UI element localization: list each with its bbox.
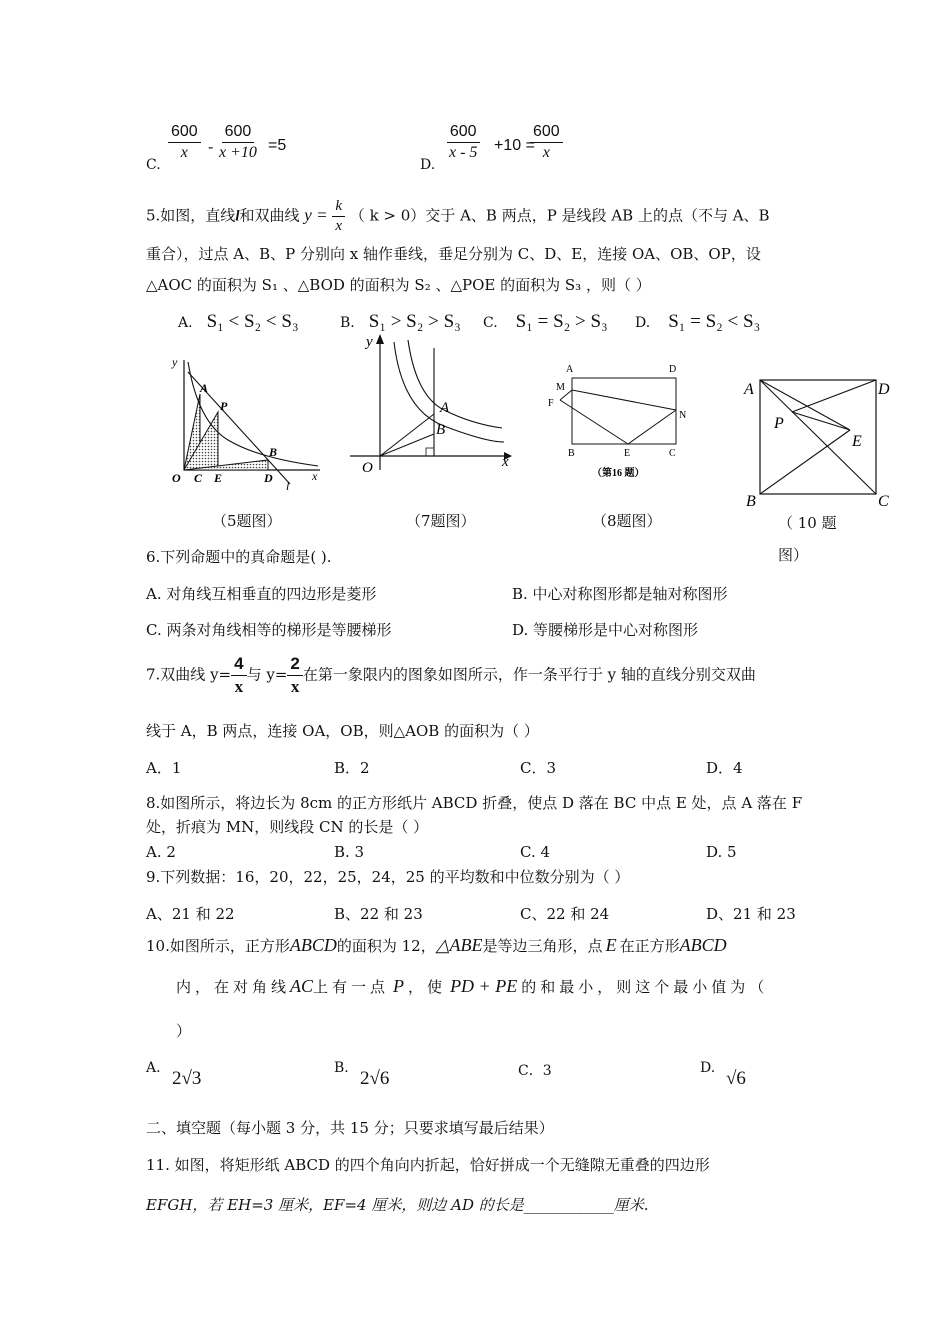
- fig10-segment-pd: [792, 380, 876, 412]
- q5-option-c: C. S₁ = S₂ > S₃: [483, 311, 608, 332]
- figure-10: [740, 372, 900, 510]
- q11-line2: EFGH，若 EH=3 厘米，EF=4 厘米，则边 AD 的长是____________厘米.: [146, 1196, 649, 1214]
- fig10-label-e: E: [852, 433, 862, 450]
- q9-option-c: C、22 和 24: [520, 905, 610, 923]
- q9-option-a: A、21 和 22: [146, 905, 235, 923]
- fig8-label-f: F: [548, 398, 554, 409]
- fig5-label-a: A: [200, 381, 209, 395]
- q6-option-c: C. 两条对角线相等的梯形是等腰梯形: [146, 621, 392, 639]
- figure-5: [168, 352, 328, 492]
- q9-option-b: B、22 和 23: [334, 905, 423, 923]
- q11-line1: 11. 如图，将矩形纸 ABCD 的四个角向内折起，恰好拼成一个无缝隙无重叠的四边形: [146, 1156, 710, 1174]
- fig5-label-x: x: [312, 469, 318, 483]
- figure-8: [544, 360, 694, 485]
- q10-line3: ）: [176, 1022, 192, 1040]
- q5-line1: 5.如图，直线l和双曲线 y = $\frac{k}{x}$ （ k > 0）交于 A、B 两点，P 是线段 AB 上的点（不与 A、B: [146, 198, 770, 234]
- fig10-caption-bottom: 图）: [778, 546, 809, 564]
- q5-line3: △AOC 的面积为 S₁ 、△BOD 的面积为 S₂ 、△POE 的面积为 S₃ ，则（ ）: [146, 276, 651, 294]
- q7-line1: 7.双曲线 y= $\frac{4}{x}$ 与 y= $\frac{2}{x}$ 在第一象限内的图象如图所示，作一条平行于 y 轴的直线分别交双曲: [146, 654, 756, 696]
- q10-option-b-expr: 2√6: [360, 1068, 390, 1089]
- q8-option-b: B. 3: [334, 843, 365, 861]
- q10-option-d-label: D.: [700, 1060, 716, 1076]
- q8-line1: 8.如图所示，将边长为 8cm 的正方形纸片 ABCD 折叠，使点 D 落在 BC 中点 E 处，点 A 落在 F: [146, 794, 803, 812]
- q10-line1: 10.如图所示，正方形ABCD的面积为 12，△ABE是等边三角形，点 E 在正方形ABCD: [146, 935, 727, 955]
- q8-option-d: D. 5: [706, 843, 737, 861]
- q4-c-fraction-1: $\frac{600}{x}$: [168, 123, 201, 162]
- fig10-caption-top: （ 10 题: [778, 514, 837, 532]
- fig5-label-b: B: [269, 445, 278, 459]
- q10-option-b-label: B.: [334, 1060, 349, 1076]
- fig5-label-p: P: [220, 399, 228, 413]
- fig8-label-b: B: [568, 448, 575, 459]
- q7-line2: 线于 A，B 两点，连接 OA，OB，则△AOB 的面积为（ ）: [146, 722, 539, 740]
- fig7-label-a: A: [440, 400, 450, 416]
- fig8-note: （第16 题）: [592, 468, 645, 479]
- fig10-segment-pe: [792, 412, 850, 430]
- q6-option-d: D. 等腰梯形是中心对称图形: [512, 621, 699, 639]
- fig8-square: [572, 378, 676, 444]
- q4-d-fraction-2: $\frac{600}{x}$: [530, 123, 563, 162]
- fig8-label-m: M: [556, 382, 565, 393]
- fig8-caption: （8题图）: [592, 512, 662, 530]
- q4-c-fraction-2: $\frac{600}{x +10}$: [219, 123, 257, 161]
- fig7-hyperbola-1: [394, 342, 504, 442]
- fig5-label-l: l: [286, 479, 290, 492]
- fig8-crease-mn: [572, 390, 676, 410]
- fig10-label-a: A: [744, 381, 754, 398]
- q6-option-b: B. 中心对称图形都是轴对称图形: [512, 585, 728, 603]
- fig7-label-o: O: [362, 460, 373, 476]
- q8-option-a: A. 2: [146, 843, 176, 861]
- q5-option-d: D. S₁ = S₂ < S₃: [635, 311, 761, 332]
- fig5-triangle-poe: [184, 412, 218, 470]
- q10-option-d-expr: √6: [726, 1068, 746, 1089]
- fig5-label-y: y: [172, 355, 178, 369]
- section-2-title: 二、填空题（每小题 3 分，共 15 分；只要求填写最后结果）: [146, 1119, 554, 1137]
- q6-stem: 6.下列命题中的真命题是( ).: [146, 548, 332, 566]
- q4-d-fraction-1: $\frac{600}{x - 5}$: [446, 123, 480, 162]
- fig8-label-d: D: [669, 364, 677, 375]
- q5-option-b: B. S₁ > S₂ > S₃: [340, 311, 461, 332]
- fig8-segment-en: [628, 410, 676, 444]
- q5-line2: 重合），过点 A、B、P 分别向 x 轴作垂线，垂足分别为 C、D、E，连接 OA、OB、OP，设: [146, 245, 761, 263]
- q10-option-a-expr: 2√3: [172, 1068, 202, 1089]
- q10-line2: 内，在对角线AC上有一点 P ，使 PD + PE 的和最小，则这个最小值为（: [176, 976, 769, 996]
- fig5-label-e: E: [214, 471, 223, 485]
- fig7-label-y: y: [366, 334, 373, 350]
- figure-7: [344, 330, 519, 480]
- fig5-label-o: O: [172, 471, 181, 485]
- fig10-label-b: B: [746, 493, 756, 510]
- q7-option-d: D．4: [706, 759, 743, 777]
- fig10-label-c: C: [878, 493, 889, 510]
- fig7-hyperbola-2: [408, 340, 502, 428]
- q8-option-c: C. 4: [520, 843, 551, 861]
- fig7-label-b: B: [436, 422, 446, 438]
- fig8-label-e: E: [624, 448, 631, 459]
- q7-option-c: C．3: [520, 759, 557, 777]
- q7-option-a: A．1: [146, 759, 182, 777]
- fig8-label-c: C: [669, 448, 676, 459]
- fig7-label-x: x: [502, 454, 509, 470]
- q5-option-a: A. S₁ < S₂ < S₃: [178, 311, 299, 332]
- fig7-caption: （7题图）: [406, 512, 476, 530]
- fig8-label-a: A: [566, 364, 574, 375]
- q7-option-b: B．2: [334, 759, 370, 777]
- fig10-label-p: P: [774, 415, 784, 432]
- q9-option-d: D、21 和 23: [706, 905, 796, 923]
- fig8-label-n: N: [679, 410, 687, 421]
- fig8-segment-fe: [560, 400, 628, 444]
- q8-line2: 处，折痕为 MN，则线段 CN 的长是（ ）: [146, 818, 429, 836]
- fig5-label-c: C: [194, 471, 203, 485]
- fig10-label-d: D: [878, 381, 890, 398]
- q10-option-a-label: A.: [146, 1060, 161, 1076]
- q10-option-c: C．3: [518, 1063, 552, 1079]
- fig5-label-d: D: [264, 471, 273, 485]
- fig5-caption: （5题图）: [212, 512, 282, 530]
- q9-stem: 9.下列数据：16，20，22，25，24，25 的平均数和中位数分别为（ ）: [146, 868, 630, 886]
- q6-option-a: A. 对角线互相垂直的四边形是菱形: [146, 585, 377, 603]
- fig10-side-be: [760, 430, 850, 494]
